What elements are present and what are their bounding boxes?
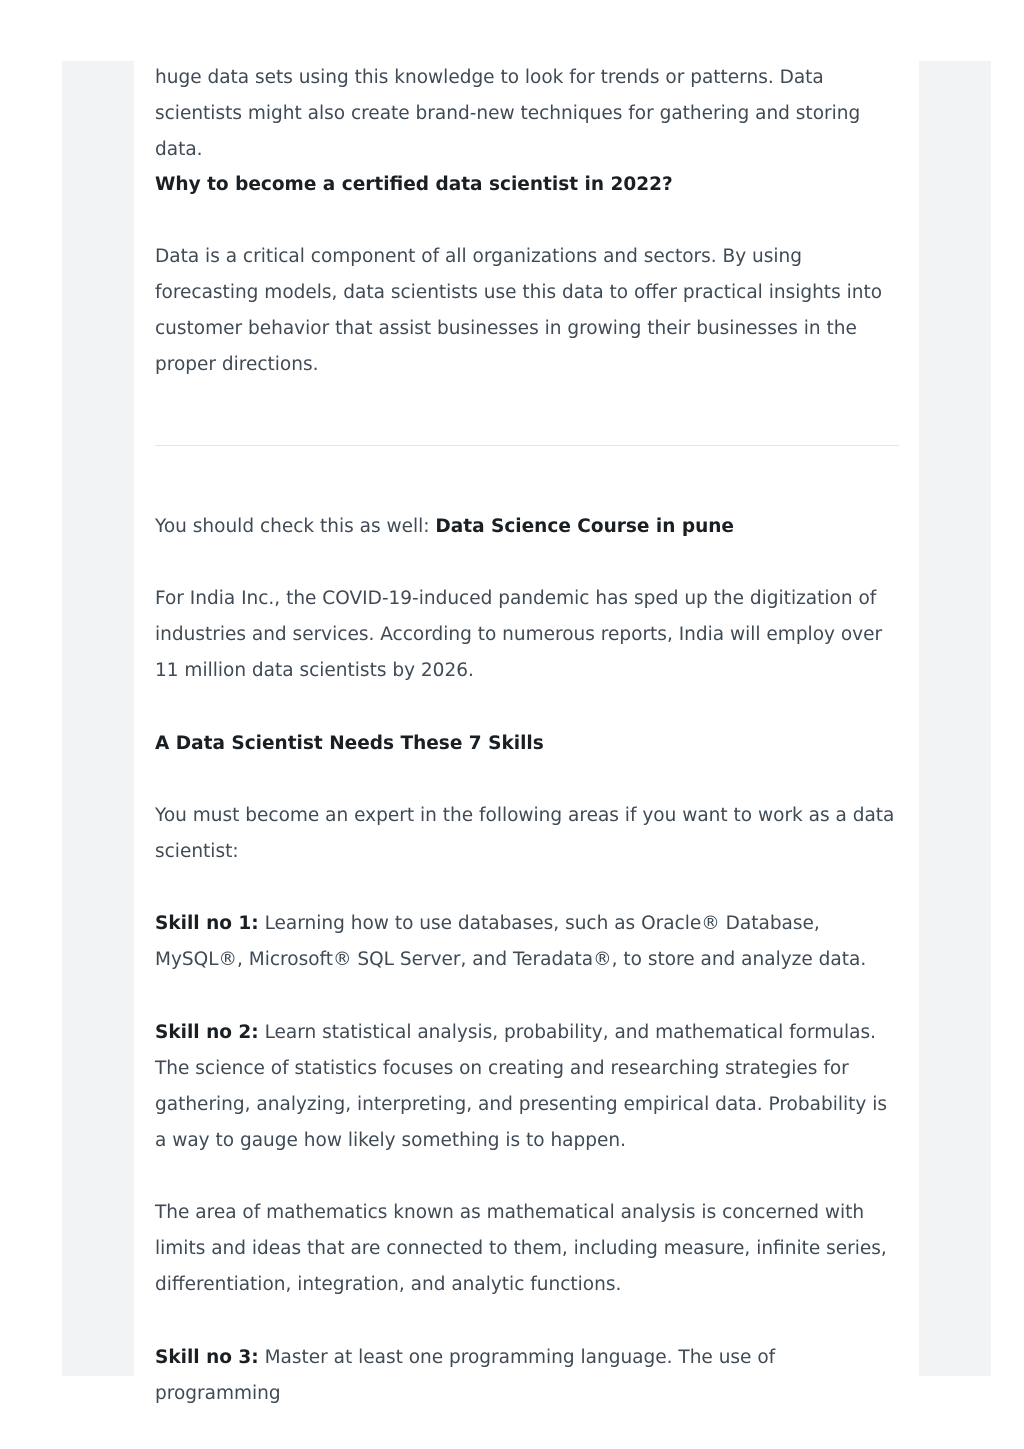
skill-3-text: Master at least one programming language. The use of programming (155, 1347, 776, 1404)
course-link[interactable]: Data Science Course in pune (435, 516, 734, 537)
skill-2-label: Skill no 2: (155, 1022, 259, 1043)
skill-1-paragraph (155, 906, 903, 978)
intro-paragraph: huge data sets using this knowledge to look for trends or patterns. Data scientists might also create brand-new techniques for gathering and storing data. (155, 67, 861, 160)
section-divider (155, 445, 899, 446)
skill-2-paragraph (155, 1015, 903, 1159)
india-paragraph: For India Inc., the COVID-19-induced pandemic has sped up the digitization of industries and services. According to numerous reports, India will employ over 11 million data scientists by 2026. (155, 588, 883, 681)
skill-3-label: Skill no 3: (155, 1347, 259, 1368)
skill-3-paragraph (155, 1340, 903, 1412)
skill-1-text: Learning how to use databases, such as Oracle® Database, MySQL®, Microsoft® SQL Server, and Teradata®, to store and analyze data. (155, 913, 867, 970)
left-gutter (62, 61, 134, 1376)
right-gutter (919, 61, 991, 1376)
check-also-paragraph (155, 509, 903, 545)
why-paragraph: Data is a critical component of all organizations and sectors. By using forecasting models, data scientists use this data to offer practical insights into customer behavior that assist businesses in growing their businesses in the proper directions. (155, 246, 883, 375)
skills-heading: A Data Scientist Needs These 7 Skills (155, 733, 544, 754)
math-paragraph: The area of mathematics known as mathematical analysis is concerned with limits and ideas that are connected to them, including measure, infinite series, differentiation, integration, and analytic functions. (155, 1202, 887, 1295)
check-also-prefix: You should check this as well: (155, 516, 436, 537)
skill-2-text: Learn statistical analysis, probability, and mathematical formulas. The science of statistics focuses on creating and researching strategies for gathering, analyzing, interpreting, and presenting empirical data. Probability is a way to gauge how likely something is to happen. (155, 1022, 887, 1151)
skills-intro-paragraph: You must become an expert in the following areas if you want to work as a data scientist: (155, 805, 895, 862)
why-heading: Why to become a certified data scientist in 2022? (155, 174, 673, 195)
skill-1-label: Skill no 1: (155, 913, 259, 934)
